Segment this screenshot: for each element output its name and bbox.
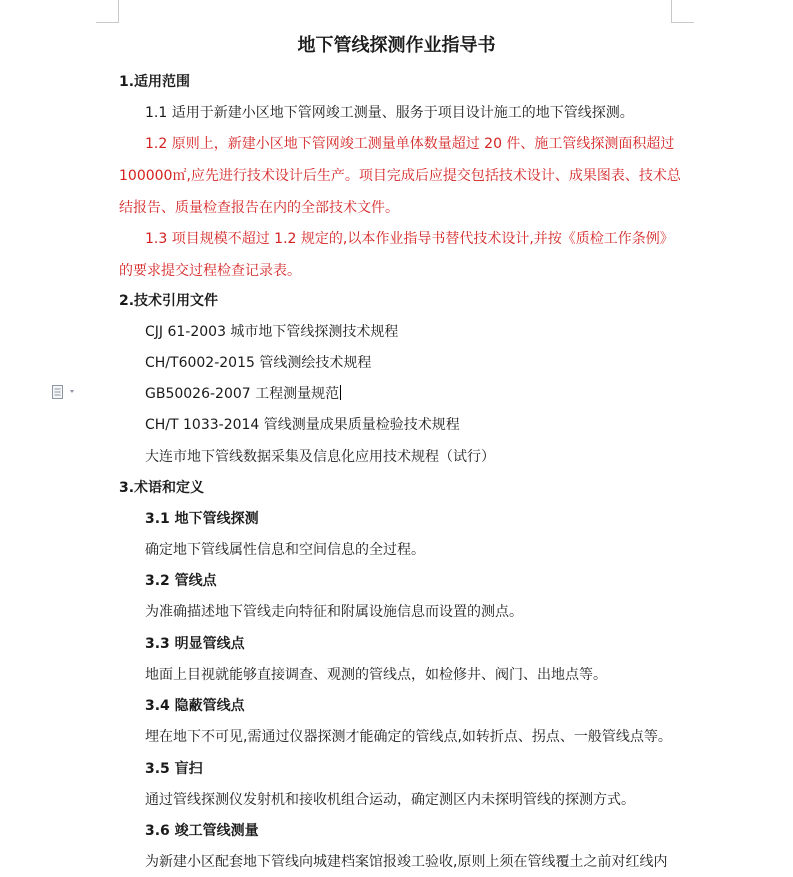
crop-mark-top-right [671,0,694,23]
text-cursor [340,385,341,400]
crop-mark-top-left [96,0,119,23]
reference-item[interactable]: CJJ 61-2003 城市地下管线探测技术规程 [145,324,399,340]
section-1-2-line-1[interactable]: 1.2 原则上，新建小区地下管网竣工测量单体数量超过 20 件、施工管线探测面积超过 [145,136,675,152]
reference-item[interactable]: CH/T6002-2015 管线测绘技术规程 [145,355,372,371]
reference-item[interactable]: 大连市地下管线数据采集及信息化应用技术规程（试行） [145,449,495,465]
section-1-1-text[interactable]: 1.1 适用于新建小区地下管网竣工测量、服务于项目设计施工的地下管线探测。 [145,105,634,121]
document-title[interactable]: 地下管线探测作业指导书 [297,35,496,56]
term-heading[interactable]: 3.6 竣工管线测量 [145,823,259,839]
reference-item-active[interactable] [145,384,341,404]
reference-item-text: GB50026-2007 工程测量规范 [145,386,340,402]
term-heading[interactable]: 3.1 地下管线探测 [145,511,259,527]
term-definition[interactable]: 为新建小区配套地下管线向城建档案馆报竣工验收,原则上须在管线覆土之前对红线内 [145,854,668,870]
section-1-3-line-1[interactable]: 1.3 项目规模不超过 1.2 规定的,以本作业指导书替代技术设计,并按《质检工作条例》 [145,231,674,247]
section-1-2-line-2[interactable]: 100000㎡,应先进行技术设计后生产。项目完成后应提交包括技术设计、成果图表、技术总 [119,168,681,184]
term-heading[interactable]: 3.3 明显管线点 [145,636,245,652]
reference-item[interactable]: CH/T 1033-2014 管线测量成果质量检验技术规程 [145,417,460,433]
term-definition[interactable]: 确定地下管线属性信息和空间信息的全过程。 [145,542,425,558]
section-2-heading[interactable]: 2.技术引用文件 [119,293,219,309]
term-definition[interactable]: 通过管线探测仪发射机和接收机组合运动，确定测区内未探明管线的探测方式。 [145,792,635,808]
section-1-2-line-3[interactable]: 结报告、质量检查报告在内的全部技术文件。 [119,200,399,216]
section-1-heading[interactable]: 1.适用范围 [119,74,191,90]
term-definition[interactable]: 地面上目视就能够直接调查、观测的管线点，如检修井、阀门、出地点等。 [145,667,607,683]
term-heading[interactable]: 3.5 盲扫 [145,761,203,777]
section-1-3-line-2[interactable]: 的要求提交过程检查记录表。 [119,263,301,279]
paragraph-layout-icon[interactable] [51,384,79,400]
section-3-heading[interactable]: 3.术语和定义 [119,480,205,496]
term-heading[interactable]: 3.2 管线点 [145,573,217,589]
term-definition[interactable]: 为准确描述地下管线走向特征和附属设施信息而设置的测点。 [145,604,523,620]
term-heading[interactable]: 3.4 隐蔽管线点 [145,698,245,714]
term-definition[interactable]: 埋在地下不可见,需通过仪器探测才能确定的管线点,如转折点、拐点、一般管线点等。 [145,729,672,745]
